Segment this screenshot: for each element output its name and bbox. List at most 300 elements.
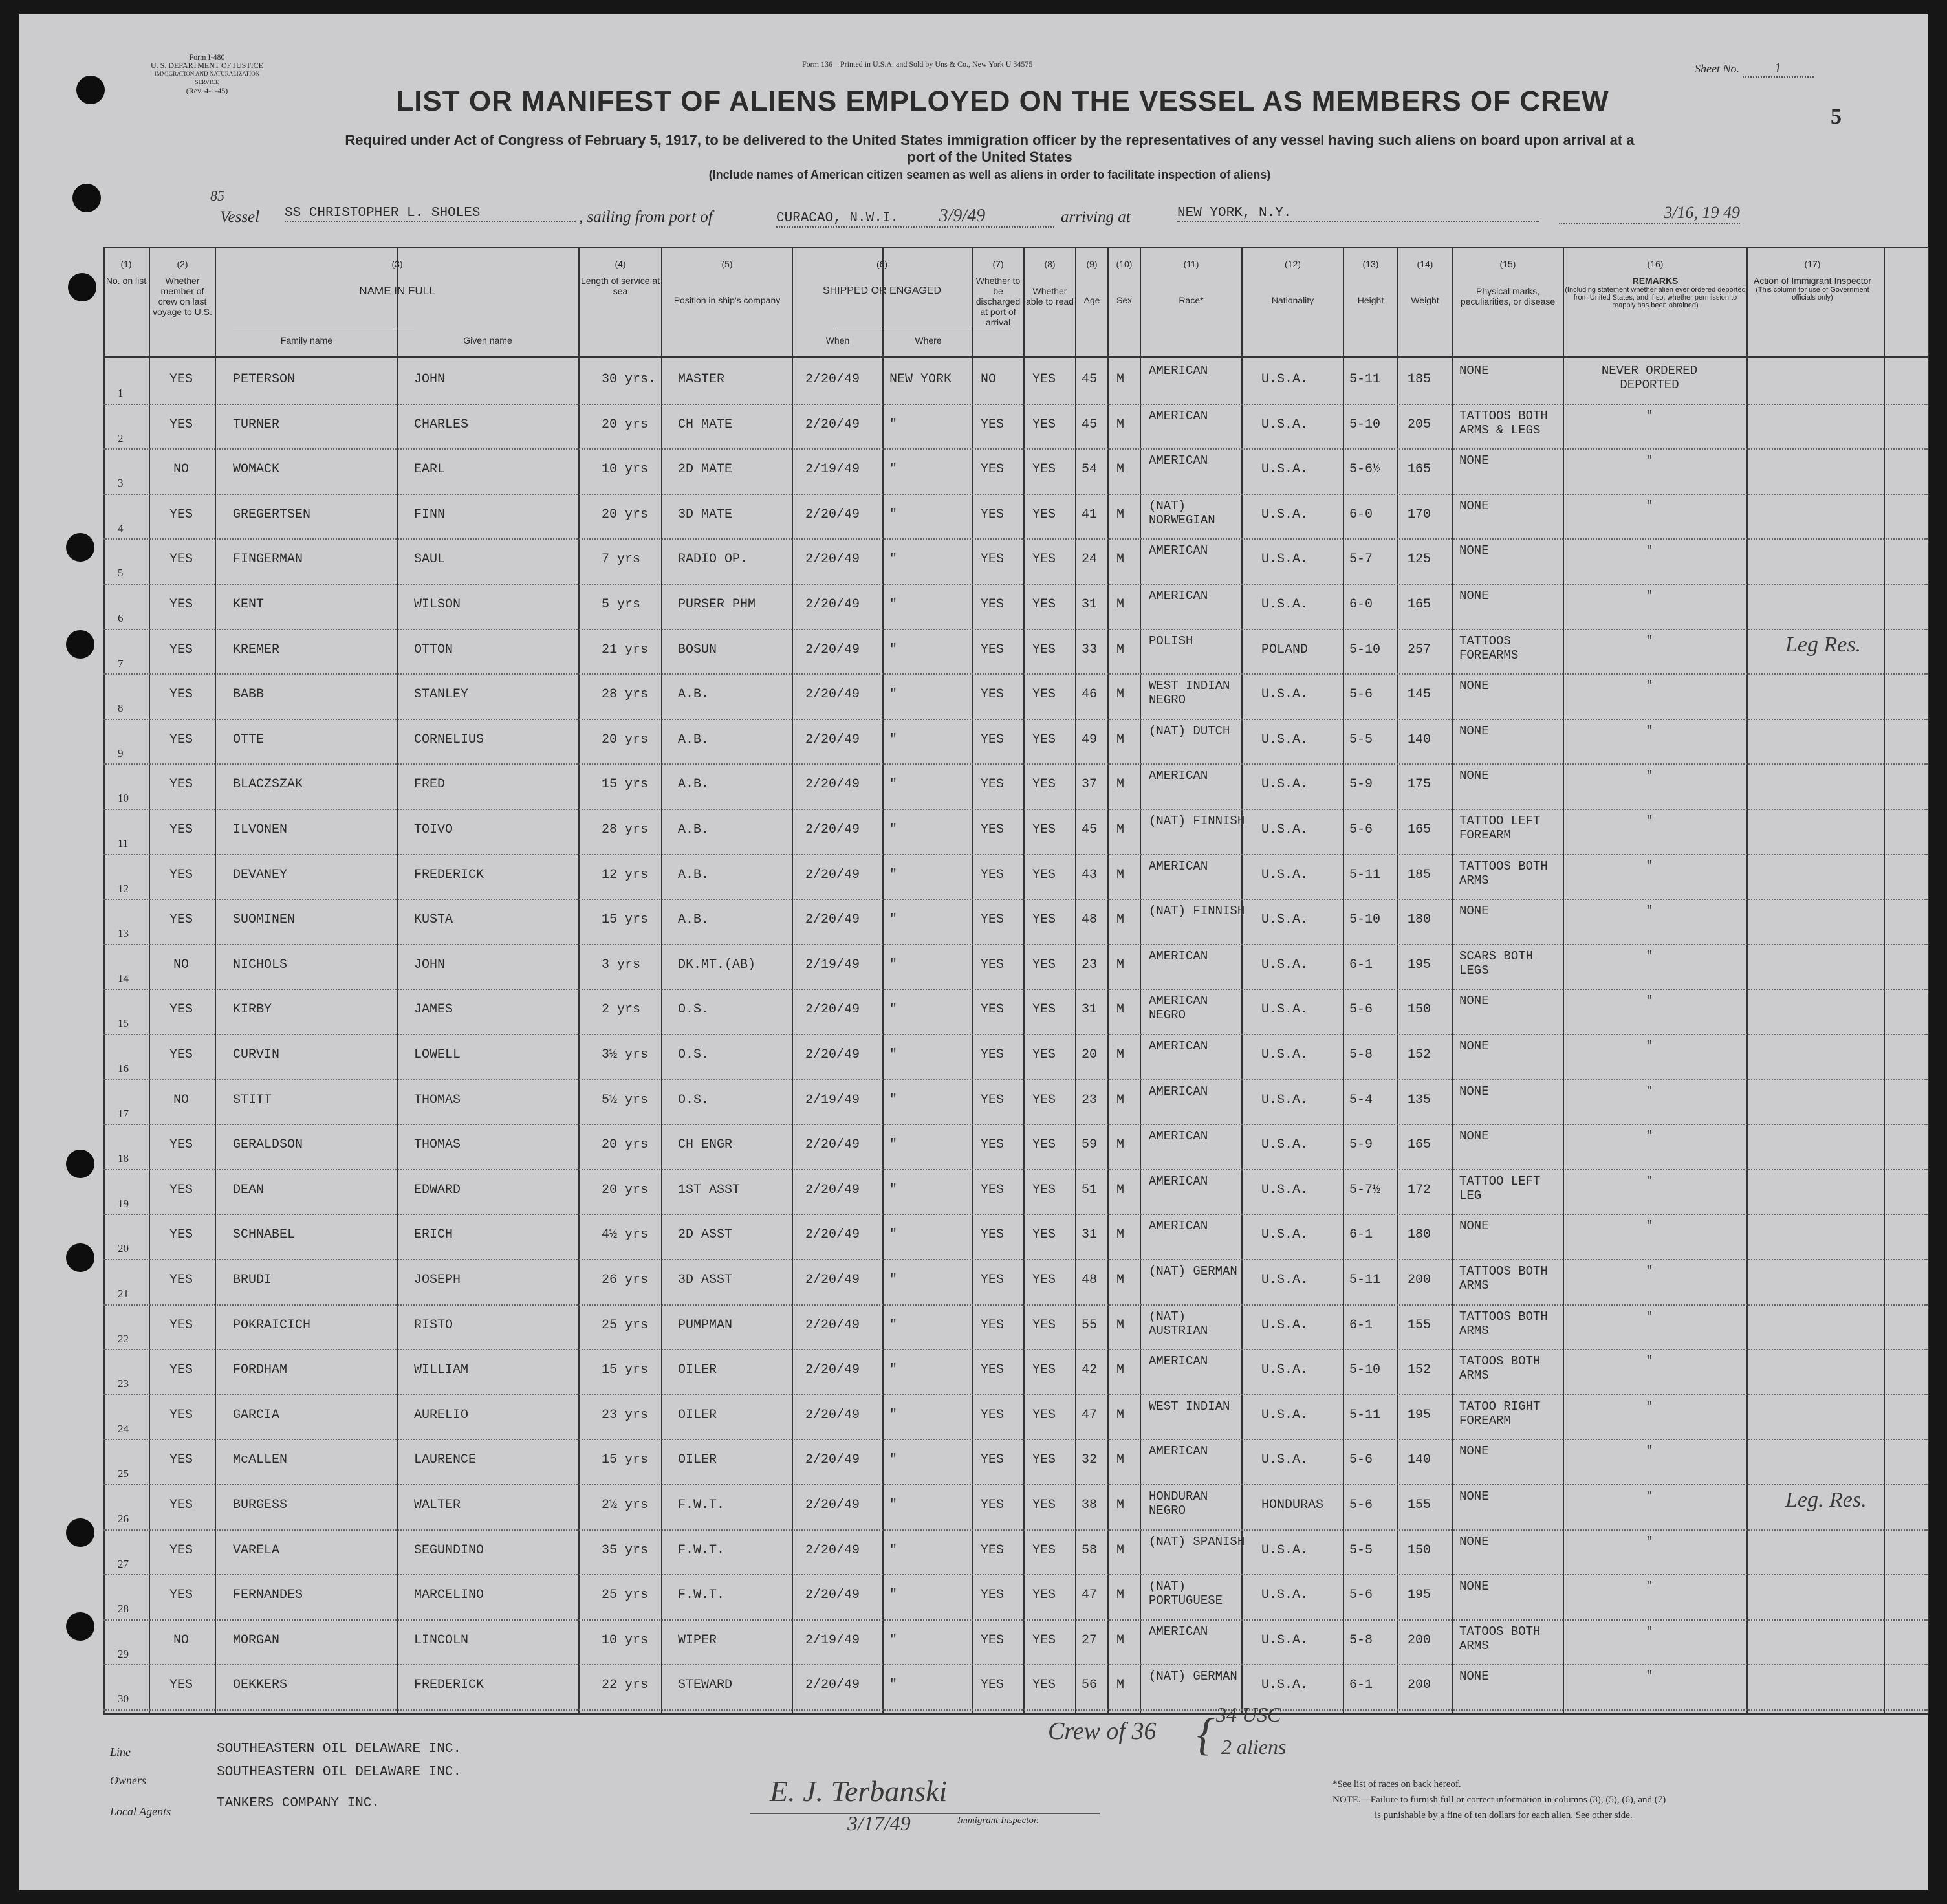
shipped-when-cell: 2/20/49	[805, 1318, 860, 1333]
shipped-where-cell: NEW YORK	[889, 372, 952, 387]
weight-cell: 200	[1408, 1273, 1431, 1287]
col-number: (16)	[1647, 259, 1664, 269]
remarks-cell: "	[1646, 634, 1653, 648]
table-row	[103, 1304, 1928, 1350]
table-row	[103, 1664, 1928, 1709]
nationality-cell: U.S.A.	[1261, 868, 1309, 882]
sex-cell: M	[1116, 1633, 1125, 1648]
able-to-read-cell: YES	[1032, 642, 1056, 657]
service-cell: 15 yrs	[602, 912, 649, 927]
col-label: Length of service at sea	[580, 276, 660, 296]
physical-marks-cell: NONE	[1459, 1444, 1489, 1458]
col-label: Age	[1083, 295, 1100, 305]
signature-date: 3/17/49	[847, 1811, 911, 1835]
age-cell: 38	[1082, 1498, 1098, 1513]
shipped-where-cell: "	[889, 912, 898, 927]
height-cell: 5-10	[1349, 642, 1381, 657]
last-voyage-cell: YES	[169, 552, 193, 567]
race-cell: (NAT) SPANISH	[1149, 1535, 1245, 1549]
last-voyage-cell: YES	[169, 642, 193, 657]
subtitle-line1: Required under Act of Congress of February 5, 1917, to be delivered to the United States immigration officer by the representatives of any vessel having such aliens on board upon arrival at a	[345, 132, 1635, 148]
last-voyage-cell: YES	[169, 1183, 193, 1198]
discharged-cell: YES	[981, 1002, 1005, 1017]
race-cell: WEST INDIAN NEGRO	[1149, 679, 1230, 707]
age-cell: 33	[1082, 642, 1098, 657]
sex-cell: M	[1116, 1408, 1125, 1423]
race-cell: AMERICAN	[1149, 769, 1208, 783]
when-header: When	[825, 335, 850, 345]
shipped-where-cell: "	[889, 1183, 898, 1198]
row-number: 2	[118, 432, 124, 444]
physical-marks-cell: NONE	[1459, 1039, 1489, 1053]
given-name-cell: CHARLES	[414, 417, 469, 432]
row-number: 15	[118, 1017, 129, 1029]
column-rule	[1928, 247, 1929, 1714]
physical-marks-cell: NONE	[1459, 364, 1489, 378]
col-label: Whether member of crew on last voyage to U.S.	[153, 276, 212, 317]
sex-cell: M	[1116, 1543, 1125, 1558]
discharged-cell: YES	[981, 687, 1005, 702]
height-cell: 5-6½	[1349, 462, 1381, 477]
table-row	[103, 899, 1928, 944]
shipped-when-cell: 2/20/49	[805, 1678, 860, 1692]
nationality-cell: U.S.A.	[1261, 957, 1309, 972]
race-cell: (NAT) GERMAN	[1149, 1669, 1237, 1683]
height-cell: 6-0	[1349, 507, 1373, 522]
remarks-cell: "	[1646, 724, 1653, 738]
remarks-cell: "	[1646, 1084, 1653, 1099]
family-name-cell: KENT	[233, 597, 265, 612]
able-to-read-cell: YES	[1032, 957, 1056, 972]
remarks-cell: "	[1646, 814, 1653, 828]
table-row	[103, 1169, 1928, 1214]
discharged-cell: YES	[981, 1543, 1005, 1558]
physical-marks-cell: NONE	[1459, 1084, 1489, 1099]
able-to-read-cell: YES	[1032, 1588, 1056, 1603]
col-label: Weight	[1411, 295, 1439, 305]
shipped-where-cell: "	[889, 597, 898, 612]
agents-label: Local Agents	[110, 1805, 171, 1818]
given-name-cell: LINCOLN	[414, 1633, 469, 1648]
age-cell: 58	[1082, 1543, 1098, 1558]
shipped-where-cell: "	[889, 1002, 898, 1017]
nationality-cell: U.S.A.	[1261, 687, 1309, 702]
shipped-when-cell: 2/20/49	[805, 1183, 860, 1198]
position-cell: O.S.	[678, 1047, 710, 1062]
age-cell: 42	[1082, 1362, 1098, 1377]
last-voyage-cell: YES	[169, 732, 193, 747]
shipped-when-cell: 2/20/49	[805, 597, 860, 612]
race-cell: AMERICAN	[1149, 409, 1208, 423]
family-name-cell: ILVONEN	[233, 822, 288, 837]
service-cell: 12 yrs	[602, 868, 649, 882]
subtitle-line2: port of the United States	[907, 149, 1072, 165]
age-cell: 20	[1082, 1047, 1098, 1062]
last-voyage-cell: YES	[169, 777, 193, 792]
family-name-cell: FERNANDES	[233, 1588, 303, 1603]
service-cell: 20 yrs	[602, 732, 649, 747]
shipped-when-cell: 2/20/49	[805, 372, 860, 387]
discharged-cell: NO	[981, 372, 997, 387]
given-name-cell: TOIVO	[414, 822, 453, 837]
shipped-where-cell: "	[889, 1633, 898, 1648]
service-cell: 20 yrs	[602, 417, 649, 432]
nationality-cell: HONDURAS	[1261, 1498, 1324, 1513]
position-cell: WIPER	[678, 1633, 717, 1648]
row-number: 11	[118, 837, 129, 849]
weight-cell: 180	[1408, 912, 1431, 927]
position-cell: F.W.T.	[678, 1543, 725, 1558]
line-label: Line	[110, 1745, 131, 1758]
nationality-cell: U.S.A.	[1261, 507, 1309, 522]
age-cell: 46	[1082, 687, 1098, 702]
race-cell: (NAT) GERMAN	[1149, 1264, 1237, 1278]
position-cell: 3D MATE	[678, 507, 733, 522]
owners-value: SOUTHEASTERN OIL DELAWARE INC.	[217, 1765, 462, 1780]
physical-marks-cell: NONE	[1459, 589, 1489, 603]
col-number: (7)	[992, 259, 1004, 269]
service-cell: 25 yrs	[602, 1588, 649, 1603]
given-name-cell: CORNELIUS	[414, 732, 484, 747]
discharged-cell: YES	[981, 597, 1005, 612]
height-cell: 6-1	[1349, 1227, 1373, 1242]
height-cell: 5-6	[1349, 1002, 1373, 1017]
last-voyage-cell: YES	[169, 1002, 193, 1017]
shipped-when-cell: 2/19/49	[805, 1633, 860, 1648]
position-cell: PURSER PHM	[678, 597, 756, 612]
weight-cell: 140	[1408, 732, 1431, 747]
family-name-cell: FORDHAM	[233, 1362, 288, 1377]
punch-hole	[66, 1518, 94, 1547]
line-value: SOUTHEASTERN OIL DELAWARE INC.	[217, 1742, 462, 1756]
position-cell: A.B.	[678, 822, 710, 837]
shipped-when-cell: 2/20/49	[805, 1588, 860, 1603]
sheet-no-value: 1	[1743, 60, 1814, 78]
given-name-cell: LOWELL	[414, 1047, 461, 1062]
shipped-when-cell: 2/19/49	[805, 1093, 860, 1108]
discharged-cell: YES	[981, 957, 1005, 972]
height-cell: 5-5	[1349, 732, 1373, 747]
weight-cell: 165	[1408, 462, 1431, 477]
discharged-cell: YES	[981, 462, 1005, 477]
col-label: Height	[1357, 295, 1384, 305]
height-cell: 5-6	[1349, 822, 1373, 837]
table-row	[103, 1349, 1928, 1394]
remarks-cell: "	[1646, 1489, 1653, 1504]
able-to-read-cell: YES	[1032, 1183, 1056, 1198]
shipped-when-cell: 2/20/49	[805, 1362, 860, 1377]
col-4-header	[580, 259, 661, 296]
row-number: 1	[118, 387, 124, 399]
family-name-cell: McALLEN	[233, 1452, 288, 1467]
sex-cell: M	[1116, 822, 1125, 837]
punch-hole	[72, 184, 101, 212]
col-label: Race*	[1179, 295, 1204, 305]
nationality-cell: U.S.A.	[1261, 1408, 1309, 1423]
row-number: 26	[118, 1513, 129, 1525]
family-name-cell: DEAN	[233, 1183, 265, 1198]
sex-cell: M	[1116, 1137, 1125, 1152]
physical-marks-cell: TATTOOS FOREARMS	[1459, 634, 1519, 662]
discharged-cell: YES	[981, 868, 1005, 882]
service-cell: 15 yrs	[602, 1362, 649, 1377]
col-number: (14)	[1417, 259, 1433, 269]
physical-marks-cell: NONE	[1459, 543, 1489, 558]
table-row	[103, 1439, 1928, 1484]
given-name-cell: THOMAS	[414, 1093, 461, 1108]
col-number: (4)	[615, 259, 626, 269]
weight-cell: 140	[1408, 1452, 1431, 1467]
weight-cell: 195	[1408, 957, 1431, 972]
shipped-where-cell: "	[889, 777, 898, 792]
row-number: 25	[118, 1467, 129, 1480]
age-cell: 23	[1082, 957, 1098, 972]
family-name-cell: MORGAN	[233, 1633, 280, 1648]
weight-cell: 200	[1408, 1678, 1431, 1692]
given-name-cell: EDWARD	[414, 1183, 461, 1198]
sex-cell: M	[1116, 868, 1125, 882]
race-cell: (NAT) DUTCH	[1149, 724, 1230, 738]
family-name-cell: VARELA	[233, 1543, 280, 1558]
height-cell: 5-8	[1349, 1047, 1373, 1062]
shipped-when-cell: 2/20/49	[805, 1452, 860, 1467]
nationality-cell: U.S.A.	[1261, 732, 1309, 747]
printer-note: Form 136—Printed in U.S.A. and Sold by Uns & Co., New York U 34575	[802, 60, 1033, 69]
race-cell: AMERICAN NEGRO	[1149, 994, 1208, 1022]
service-cell: 26 yrs	[602, 1273, 649, 1287]
able-to-read-cell: YES	[1032, 597, 1056, 612]
arrival-port: NEW YORK, N.Y.	[1177, 206, 1539, 222]
height-cell: 5-5	[1349, 1543, 1373, 1558]
table-row	[103, 494, 1928, 539]
position-cell: PUMPMAN	[678, 1318, 733, 1333]
nationality-cell: U.S.A.	[1261, 1047, 1309, 1062]
col-number: (15)	[1499, 259, 1516, 269]
position-cell: RADIO OP.	[678, 552, 748, 567]
penalty-note-2: is punishable by a fine of ten dollars for each alien. See other side.	[1375, 1810, 1633, 1821]
table-row	[103, 1619, 1928, 1665]
able-to-read-cell: YES	[1032, 1273, 1056, 1287]
last-voyage-cell: YES	[169, 417, 193, 432]
physical-marks-cell: TATTOO LEFT LEG	[1459, 1174, 1541, 1203]
given-name-cell: JAMES	[414, 1002, 453, 1017]
last-voyage-cell: NO	[173, 957, 189, 972]
age-cell: 41	[1082, 507, 1098, 522]
remarks-cell: "	[1646, 499, 1653, 513]
able-to-read-cell: YES	[1032, 822, 1056, 837]
remarks-cell: "	[1646, 949, 1653, 963]
service-cell: 15 yrs	[602, 1452, 649, 1467]
sheet-label: Sheet No.	[1695, 62, 1739, 75]
crew-count-note: Crew of 36	[1048, 1718, 1157, 1745]
last-voyage-cell: YES	[169, 1408, 193, 1423]
nationality-cell: U.S.A.	[1261, 1588, 1309, 1603]
remarks-cell: "	[1646, 1039, 1653, 1053]
arrival-date: 3/16, 19 49	[1559, 203, 1740, 224]
physical-marks-cell: TATTOOS BOTH ARMS & LEGS	[1459, 409, 1548, 437]
shipped-where-cell: "	[889, 462, 898, 477]
shipped-when-cell: 2/20/49	[805, 1002, 860, 1017]
shipped-where-cell: "	[889, 642, 898, 657]
able-to-read-cell: YES	[1032, 1633, 1056, 1648]
able-to-read-cell: YES	[1032, 507, 1056, 522]
col-number: (11)	[1183, 259, 1199, 269]
remarks-cell: "	[1646, 769, 1653, 783]
nationality-cell: U.S.A.	[1261, 1273, 1309, 1287]
able-to-read-cell: YES	[1032, 1678, 1056, 1692]
shipped-where-cell: "	[889, 1588, 898, 1603]
table-row	[103, 629, 1928, 674]
able-to-read-cell: YES	[1032, 372, 1056, 387]
discharged-cell: YES	[981, 552, 1005, 567]
physical-marks-cell: NONE	[1459, 724, 1489, 738]
service-cell: 35 yrs	[602, 1543, 649, 1558]
sex-cell: M	[1116, 552, 1125, 567]
physical-marks-cell: TATOOS BOTH ARMS	[1459, 1625, 1541, 1653]
nationality-cell: U.S.A.	[1261, 1227, 1309, 1242]
row-number: 13	[118, 927, 129, 939]
table-row	[103, 584, 1928, 629]
family-name-header: Family name	[280, 335, 333, 345]
position-cell: BOSUN	[678, 642, 717, 657]
departure-port-line	[776, 206, 1054, 228]
remarks-cell: "	[1646, 1625, 1653, 1639]
col-label: Whether to be discharged at port of arrival	[975, 276, 1021, 327]
table-row	[103, 763, 1928, 809]
family-name-cell: GREGERTSEN	[233, 507, 311, 522]
department-name: U. S. DEPARTMENT OF JUSTICE	[151, 61, 263, 70]
weight-cell: 145	[1408, 687, 1431, 702]
family-name-cell: DEVANEY	[233, 868, 288, 882]
remarks-cell: "	[1646, 859, 1653, 873]
position-cell: DK.MT.(AB)	[678, 957, 756, 972]
nationality-cell: U.S.A.	[1261, 1137, 1309, 1152]
remarks-cell: "	[1646, 1129, 1653, 1143]
last-voyage-cell: YES	[169, 912, 193, 927]
row-number: 21	[118, 1287, 129, 1300]
weight-cell: 205	[1408, 417, 1431, 432]
service-cell: 28 yrs	[602, 687, 649, 702]
weight-cell: 152	[1408, 1047, 1431, 1062]
height-cell: 5-4	[1349, 1093, 1373, 1108]
service-cell: 28 yrs	[602, 822, 649, 837]
row-number: 30	[118, 1692, 129, 1705]
punch-hole	[66, 630, 94, 659]
weight-cell: 155	[1408, 1498, 1431, 1513]
able-to-read-cell: YES	[1032, 1543, 1056, 1558]
weight-cell: 195	[1408, 1588, 1431, 1603]
inspector-label: Immigrant Inspector.	[957, 1815, 1039, 1826]
punch-hole	[66, 1243, 94, 1272]
manifest-sheet	[19, 14, 1928, 1890]
punch-hole	[76, 76, 105, 104]
last-voyage-cell: YES	[169, 1318, 193, 1333]
remarks-cell: "	[1646, 904, 1653, 918]
last-voyage-cell: YES	[169, 868, 193, 882]
race-cell: (NAT) FINNISH	[1149, 904, 1245, 918]
given-name-cell: AURELIO	[414, 1408, 469, 1423]
discharged-cell: YES	[981, 1498, 1005, 1513]
given-name-cell: JOSEPH	[414, 1273, 461, 1287]
col-label: Physical marks, peculiarities, or disease	[1460, 286, 1556, 307]
remarks-cell: "	[1646, 1264, 1653, 1278]
physical-marks-cell: TATTOOS BOTH ARMS	[1459, 1309, 1548, 1338]
nationality-cell: U.S.A.	[1261, 1183, 1309, 1198]
col-label: Sex	[1116, 295, 1133, 305]
crew-note-citizens: 34 USC	[1216, 1703, 1281, 1726]
shipped-where-cell: "	[889, 732, 898, 747]
row-number: 8	[118, 702, 124, 714]
table-row	[103, 1259, 1928, 1304]
height-cell: 5-11	[1349, 868, 1381, 882]
position-cell: 2D ASST	[678, 1227, 733, 1242]
col-3-header	[216, 259, 578, 296]
sex-cell: M	[1116, 1452, 1125, 1467]
service-cell: 2 yrs	[602, 1002, 641, 1017]
nationality-cell: U.S.A.	[1261, 552, 1309, 567]
service-cell: 25 yrs	[602, 1318, 649, 1333]
discharged-cell: YES	[981, 1633, 1005, 1648]
race-cell: (NAT) NORWEGIAN	[1149, 499, 1215, 527]
shipped-where-cell: "	[889, 1498, 898, 1513]
given-name-cell: STANLEY	[414, 687, 469, 702]
age-cell: 31	[1082, 1227, 1098, 1242]
given-name-cell: RISTO	[414, 1318, 453, 1333]
nationality-cell: U.S.A.	[1261, 777, 1309, 792]
position-cell: A.B.	[678, 912, 710, 927]
subtitle-line3: (Include names of American citizen seamen as well as aliens in order to facilitate inspection of aliens)	[708, 168, 1271, 181]
given-name-cell: FREDERICK	[414, 868, 484, 882]
row-number: 18	[118, 1152, 129, 1165]
race-cell: AMERICAN	[1149, 949, 1208, 963]
last-voyage-cell: YES	[169, 1137, 193, 1152]
able-to-read-cell: YES	[1032, 1002, 1056, 1017]
family-name-cell: GARCIA	[233, 1408, 280, 1423]
age-cell: 45	[1082, 822, 1098, 837]
race-cell: AMERICAN	[1149, 1039, 1208, 1053]
nationality-cell: U.S.A.	[1261, 1633, 1309, 1648]
shipped-when-cell: 2/20/49	[805, 552, 860, 567]
table-row	[103, 358, 1928, 404]
able-to-read-cell: YES	[1032, 1137, 1056, 1152]
physical-marks-cell: NONE	[1459, 904, 1489, 918]
last-voyage-cell: YES	[169, 1543, 193, 1558]
given-name-cell: THOMAS	[414, 1137, 461, 1152]
position-cell: F.W.T.	[678, 1498, 725, 1513]
col-number: (6)	[876, 259, 888, 269]
last-voyage-cell: YES	[169, 597, 193, 612]
table-row	[103, 719, 1928, 764]
position-cell: O.S.	[678, 1002, 710, 1017]
discharged-cell: YES	[981, 1137, 1005, 1152]
service-cell: 3½ yrs	[602, 1047, 649, 1062]
position-cell: F.W.T.	[678, 1588, 725, 1603]
row-rule	[103, 1709, 1928, 1711]
col-2-header	[150, 259, 215, 317]
shipped-when-cell: 2/20/49	[805, 1408, 860, 1423]
table-row	[103, 1034, 1928, 1079]
col-number: (2)	[177, 259, 188, 269]
sex-cell: M	[1116, 777, 1125, 792]
arriving-label: arriving at	[1061, 208, 1131, 226]
able-to-read-cell: YES	[1032, 777, 1056, 792]
sex-cell: M	[1116, 1093, 1125, 1108]
shipped-when-cell: 2/20/49	[805, 507, 860, 522]
weight-cell: 150	[1408, 1002, 1431, 1017]
position-cell: A.B.	[678, 868, 710, 882]
col-number: (13)	[1362, 259, 1379, 269]
col-8-header	[1025, 259, 1075, 307]
